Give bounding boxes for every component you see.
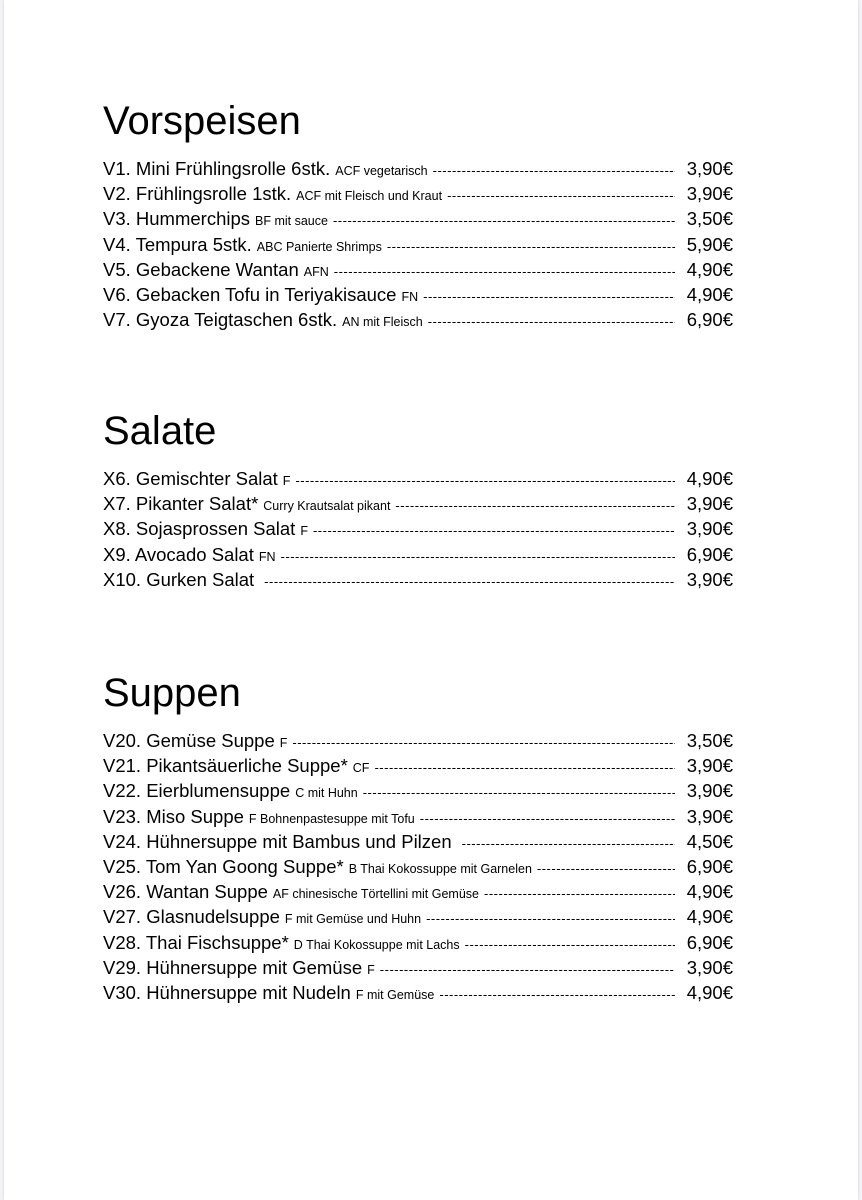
menu-item	[103, 728, 733, 753]
item-note: D Thai Kokossuppe mit Lachs	[293, 937, 460, 952]
item-note: F Bohnenpastesuppe mit Tofu	[248, 811, 415, 826]
menu-item	[103, 257, 733, 282]
item-price: 3,50€	[686, 730, 733, 751]
dotted-leader	[374, 755, 675, 780]
dotted-leader	[292, 730, 675, 755]
dotted-leader	[439, 982, 675, 1007]
dotted-leader	[380, 957, 675, 982]
menu-item	[103, 307, 733, 332]
item-name: X8. Sojasprossen Salat	[103, 518, 296, 540]
dotted-leader	[295, 468, 675, 493]
item-name: V5. Gebackene Wantan	[103, 258, 299, 280]
menu-item	[103, 156, 733, 181]
dotted-leader	[465, 932, 675, 957]
dotted-leader	[433, 158, 675, 183]
item-name: V7. Gyoza Teigtaschen 6stk.	[103, 309, 338, 331]
dotted-leader	[281, 544, 675, 569]
item-note: B Thai Kokossuppe mit Garnelen	[348, 861, 532, 876]
item-note: AF chinesische Törtellini mit Gemüse	[272, 887, 479, 902]
item-note: AN mit Fleisch	[342, 315, 423, 330]
item-price: 5,90€	[686, 233, 733, 255]
item-price: 6,90€	[686, 931, 733, 953]
menu-item	[103, 804, 733, 829]
menu-item	[103, 232, 733, 257]
item-note: ACF mit Fleisch und Kraut	[296, 189, 443, 204]
item-price: 4,90€	[686, 981, 733, 1003]
dotted-leader	[423, 284, 675, 309]
menu-item	[103, 955, 733, 980]
item-name: V24. Hühnersuppe mit Bambus und Pilzen	[103, 830, 452, 852]
dotted-leader	[387, 234, 675, 259]
item-name: V4. Tempura 5stk.	[103, 233, 252, 255]
item-note: ABC Panierte Shrimps	[256, 239, 382, 254]
dotted-leader	[484, 881, 675, 906]
menu-page	[4, 0, 858, 1200]
item-note: F	[300, 524, 308, 539]
item-price: 3,90€	[686, 493, 733, 515]
menu-item	[103, 206, 733, 231]
item-price: 4,90€	[686, 283, 733, 305]
menu-item	[103, 753, 733, 778]
item-price: 6,90€	[686, 855, 733, 877]
menu-list	[103, 466, 733, 592]
menu-item	[103, 904, 733, 929]
menu-item	[103, 491, 733, 516]
dotted-leader	[447, 183, 675, 208]
menu-list	[103, 728, 733, 1005]
dotted-leader	[264, 569, 675, 594]
item-price: 6,90€	[686, 309, 733, 331]
dotted-leader	[537, 856, 675, 881]
item-name: V27. Glasnudelsuppe	[103, 906, 280, 928]
dotted-leader	[334, 259, 675, 284]
section-salate	[103, 408, 733, 592]
menu-item	[103, 282, 733, 307]
item-price: 3,90€	[686, 158, 733, 179]
item-price: 3,90€	[686, 780, 733, 802]
item-note: FN	[258, 549, 276, 564]
item-name: X6. Gemischter Salat	[103, 468, 278, 489]
item-price: 4,90€	[686, 881, 733, 903]
item-note: F	[282, 474, 291, 488]
item-name: V28. Thai Fischsuppe*	[103, 931, 289, 953]
item-price: 3,90€	[686, 568, 733, 590]
item-price: 3,90€	[686, 956, 733, 978]
menu-list	[103, 156, 733, 332]
menu-item	[103, 181, 733, 206]
item-name: V26. Wantan Suppe	[103, 881, 268, 903]
dotted-leader	[420, 806, 675, 831]
item-name: V23. Miso Suppe	[103, 805, 244, 827]
item-name: X9. Avocado Salat	[103, 543, 254, 565]
item-note: CF	[352, 761, 370, 776]
item-price: 6,90€	[686, 543, 733, 565]
menu-item	[103, 516, 733, 541]
dotted-leader	[462, 831, 675, 856]
menu-item	[103, 778, 733, 803]
item-note: ACF vegetarisch	[335, 164, 428, 178]
item-price: 3,90€	[686, 183, 733, 205]
item-name: X10. Gurken Salat	[103, 568, 255, 590]
item-note: C mit Huhn	[295, 786, 358, 801]
section-vorspeisen	[103, 98, 733, 332]
item-price: 4,90€	[686, 258, 733, 280]
section-suppen	[103, 670, 733, 1005]
item-note: F mit Gemüse und Huhn	[284, 912, 422, 927]
menu-item	[103, 567, 733, 592]
dotted-leader	[428, 309, 675, 334]
menu-item	[103, 466, 733, 491]
item-price: 4,50€	[686, 830, 733, 852]
item-price: 3,90€	[686, 518, 733, 540]
item-name: V1. Mini Frühlingsrolle 6stk.	[103, 158, 331, 179]
item-name: V22. Eierblumensuppe	[103, 780, 291, 802]
item-price: 3,50€	[686, 208, 733, 230]
item-note: F mit Gemüse	[355, 987, 435, 1002]
item-name: V2. Frühlingsrolle 1stk.	[103, 183, 292, 205]
section-title: Vorspeisen	[103, 99, 301, 143]
dotted-leader	[333, 208, 675, 233]
item-note: FN	[401, 289, 419, 304]
menu-item	[103, 829, 733, 854]
item-note: BF mit sauce	[255, 214, 328, 229]
item-note: F	[367, 962, 375, 977]
menu-item	[103, 980, 733, 1005]
item-note: Curry Krautsalat pikant	[263, 499, 391, 514]
item-price: 3,90€	[686, 755, 733, 777]
item-name: V21. Pikantsäuerliche Suppe*	[103, 755, 348, 777]
item-price: 3,90€	[686, 805, 733, 827]
section-title: Salate	[103, 409, 217, 453]
dotted-leader	[313, 518, 675, 543]
item-name: V29. Hühnersuppe mit Gemüse	[103, 956, 363, 978]
dotted-leader	[363, 780, 675, 805]
menu-item	[103, 542, 733, 567]
item-note: AFN	[303, 264, 329, 279]
item-name: V20. Gemüse Suppe	[103, 730, 275, 751]
item-name: V30. Hühnersuppe mit Nudeln	[103, 981, 351, 1003]
dotted-leader	[426, 906, 675, 931]
item-name: V3. Hummerchips	[103, 208, 251, 230]
dotted-leader	[395, 493, 675, 518]
item-name: X7. Pikanter Salat*	[103, 493, 259, 515]
item-name: V6. Gebacken Tofu in Teriyakisauce	[103, 283, 397, 305]
menu-item	[103, 854, 733, 879]
item-price: 4,90€	[686, 906, 733, 928]
menu-item	[103, 930, 733, 955]
menu-item	[103, 879, 733, 904]
item-note: F	[279, 736, 288, 750]
item-name: V25. Tom Yan Goong Suppe*	[103, 855, 344, 877]
section-title: Suppen	[103, 671, 241, 715]
item-price: 4,90€	[686, 468, 733, 489]
